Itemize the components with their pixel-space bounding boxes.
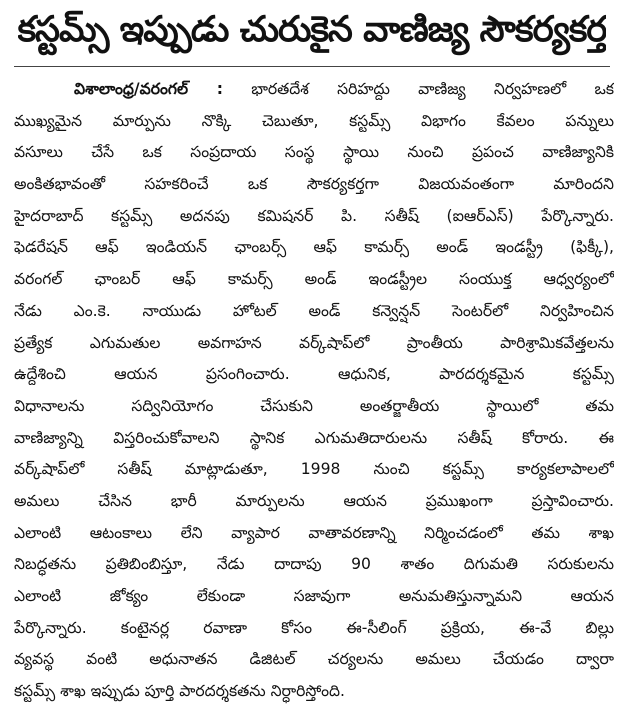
article-line: వ్యవస్థ వంటి అధునాతన డిజిటల్ చర్యలను అమలు చేయడం ద్వారా (14, 650, 614, 669)
article-line: అమలు చేసిన భారీ మార్పులను ఆయన ప్రముఖంగా ప్రస్తావించారు. (14, 491, 614, 510)
headline-divider (14, 66, 610, 67)
article-line: వర్క్‌షాప్‌లో సతీష్ మాట్లాడుతూ, 1998 నుంచి కస్టమ్స్ కార్యకలాపాలలో (14, 460, 614, 479)
article-line (14, 74, 614, 106)
article-line: ప్రత్యేక ఎగుమతుల అవగాహన వర్క్‌షాప్‌లో ప్రాంతీయ పారిశ్రామికవేత్తలను (14, 333, 614, 352)
article-line: వాణిజ్యాన్ని విస్తరించుకోవాలని స్థానిక ఎగుమతిదారులను సతీష్ కోరారు. ఈ (14, 428, 614, 447)
article-line: ఎలాంటి ఆటంకాలు లేని వ్యాపార వాతావరణాన్ని నిర్మించడంలో తమ శాఖ (14, 523, 614, 542)
article-line: హైదరాబాద్ కస్టమ్స్ అదనపు కమిషనర్ పి. సతీష్ (ఐఆర్ఎస్) పేర్కొన్నారు. (14, 206, 614, 225)
article-line: పేర్కొన్నారు. కంటైనర్ల రవాణా కోసం ఈ-సీలింగ్ ప్రక్రియ, ఈ-వే బిల్లు (14, 618, 614, 637)
article-line: కస్టమ్స్ శాఖ ఇప్పుడు పూర్తి పారదర్శకతను నిర్ధారిస్తోంది. (14, 682, 345, 701)
article-line: ఉద్దేశించి ఆయన ప్రసంగించారు. ఆధునిక, పారదర్శకమైన కస్టమ్స్ (14, 365, 614, 384)
dateline: విశాలాంధ్ర/వరంగల్ : (74, 80, 223, 98)
article-line: ఎలాంటి జోక్యం లేకుండా సజావుగా అనుమతిస్తున్నామని ఆయన (14, 587, 614, 605)
article-line: ఫెడరేషన్ ఆఫ్ ఇండియన్ ఛాంబర్స్ ఆఫ్ కామర్స్ అండ్ ఇండస్ట్రీ (ఫిక్కీ), (14, 238, 614, 257)
article-line: వరంగల్ ఛాంబర్ ఆఫ్ కామర్స్ అండ్ ఇండస్ట్రీల సంయుక్త ఆధ్వర్యంలో (14, 270, 614, 289)
article-line: వసూలు చేసే ఒక సంప్రదాయ సంస్థ స్థాయి నుంచి ప్రపంచ వాణిజ్యానికి (14, 143, 614, 162)
headline: కస్టమ్స్ ఇప్పుడు చురుకైన వాణిజ్య సౌకర్యకర్త (18, 9, 606, 50)
article-line: ముఖ్యమైన మార్పును నొక్కి చెబుతూ, కస్టమ్స్ విభాగం కేవలం పన్నులు (14, 111, 614, 130)
article-line: విధానాలను సద్వినియోగం చేసుకుని అంతర్జాతీయ స్థాయిలో తమ (14, 396, 614, 415)
article-line: నిబద్ధతను ప్రతిబింబిస్తూ, నేడు దాదాపు 90 శాతం దిగుమతి సరుకులను (14, 555, 614, 574)
article-line: నేడు ఎం.కె. నాయుడు హోటల్ అండ్ కన్వెన్షన్ సెంటర్‌లో నిర్వహించిన (14, 301, 614, 320)
article-line: అంకితభావంతో సహకరించే ఒక సౌకర్యకర్తగా విజయవంతంగా మారిందని (14, 175, 614, 194)
article-line-text: భారతదేశ సరిహద్దు వాణిజ్య నిర్వహణలో ఒక (251, 80, 614, 98)
article-body (14, 74, 614, 708)
